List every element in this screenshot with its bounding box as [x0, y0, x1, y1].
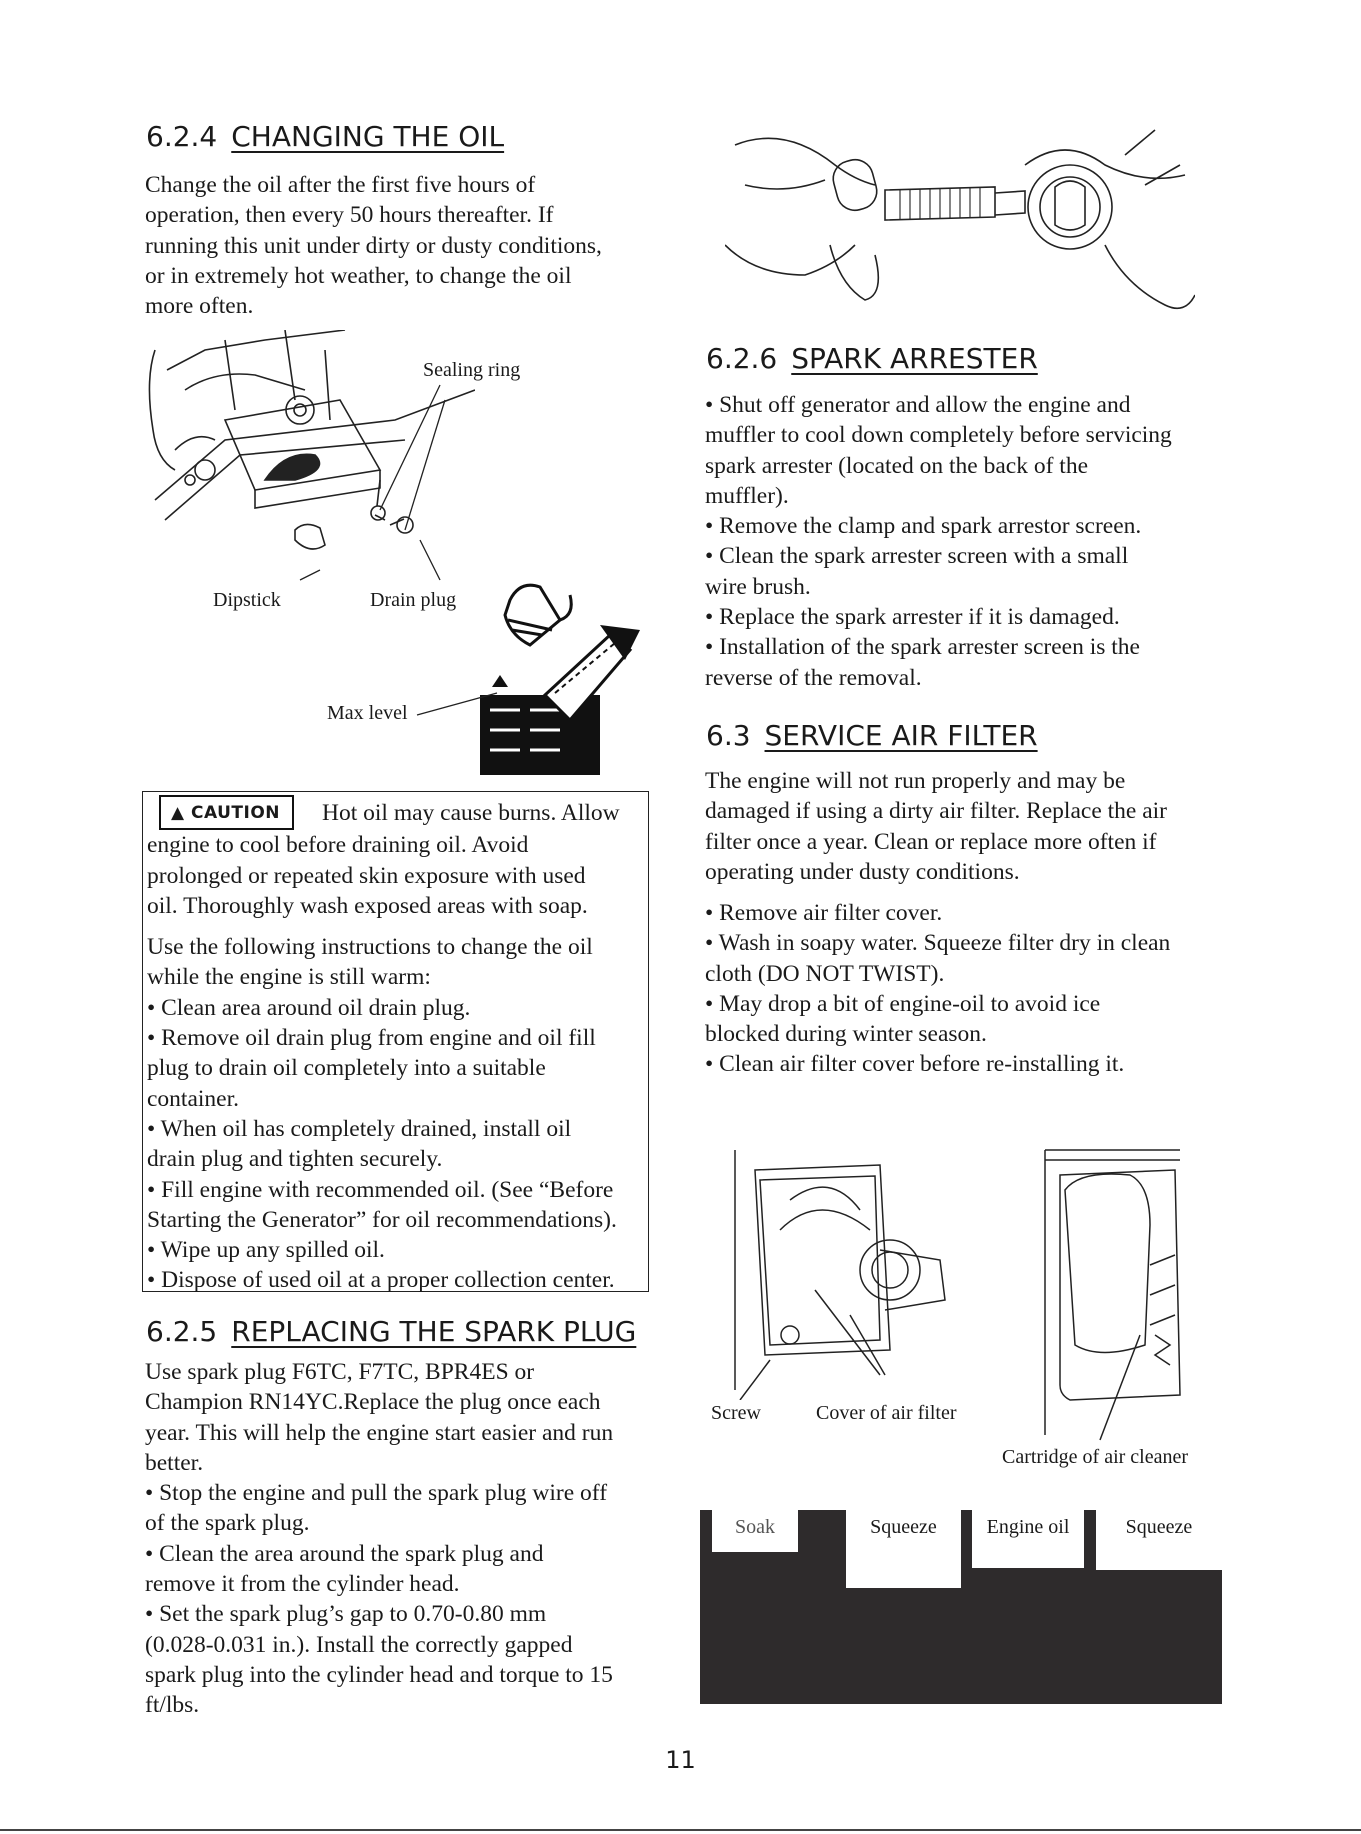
list-item: • May drop a bit of engine-oil to avoid ice: [705, 990, 1101, 1017]
oil-fill-level-icon: [480, 575, 650, 775]
section-heading-6-2-4: [146, 120, 504, 153]
text-line: year. This will help the engine start easier and run: [145, 1419, 614, 1446]
list-item: • Clean the spark arrester screen with a small: [705, 543, 1129, 570]
caution-box: [142, 791, 649, 1292]
caution-badge: ▲ CAUTION: [159, 795, 294, 830]
text-line: Champion RN14YC.Replace the plug once each: [145, 1389, 601, 1416]
caution-label: CAUTION: [191, 803, 281, 823]
filter-cleaning-steps-panel: [700, 1510, 1222, 1704]
section-heading-6-2-6: [706, 342, 1038, 375]
air-filter-intro: [705, 766, 1225, 887]
text-line: reverse of the removal.: [705, 664, 922, 691]
text-line: drain plug and tighten securely.: [147, 1146, 443, 1173]
text-line: of the spark plug.: [145, 1510, 310, 1537]
spark-arrester-text: [705, 390, 1225, 693]
list-item: • Dispose of used oil at a proper collection center.: [147, 1267, 615, 1294]
label-max-level: Max level: [327, 702, 408, 724]
label-sealing-ring: Sealing ring: [423, 359, 521, 381]
text-line: container.: [147, 1085, 240, 1112]
text-line: ft/lbs.: [145, 1692, 200, 1719]
text-line: The engine will not run properly and may be: [705, 768, 1126, 794]
text-line: blocked during winter season.: [705, 1021, 987, 1048]
section-number: 6.2.5: [146, 1315, 218, 1348]
text-line: operation, then every 50 hours thereafter. If: [145, 202, 554, 229]
list-item: • Shut off generator and allow the engine and: [705, 392, 1131, 418]
label-drain-plug: Drain plug: [370, 589, 457, 611]
air-cleaner-cartridge-illustration: [1040, 1145, 1190, 1445]
list-item: • Remove oil drain plug from engine and oil fill: [147, 1025, 596, 1052]
text-line: Use spark plug F6TC, F7TC, BPR4ES or: [145, 1359, 535, 1385]
step-squeeze-1: Squeeze: [846, 1510, 961, 1588]
label-cover-of-air-filter: Cover of air filter: [816, 1402, 957, 1424]
list-item: • Clean area around oil drain plug.: [147, 994, 471, 1021]
text-line: prolonged or repeated skin exposure with used: [147, 862, 586, 889]
list-item: • Fill engine with recommended oil. (See “Before: [147, 1176, 614, 1203]
section-number: 6.3: [706, 719, 751, 752]
list-item: • Remove the clamp and spark arrestor screen.: [705, 513, 1142, 540]
text-line: running this unit under dirty or dusty conditions,: [145, 232, 602, 259]
text-line: engine to cool before draining oil. Avoid: [147, 832, 529, 859]
text-line: muffler to cool down completely before servicing: [705, 422, 1172, 449]
label-dipstick: Dipstick: [213, 589, 281, 611]
section-title: SERVICE AIR FILTER: [764, 719, 1038, 752]
section-title: REPLACING THE SPARK PLUG: [231, 1315, 637, 1348]
list-item: • Replace the spark arrester if it is damaged.: [705, 604, 1120, 631]
spark-plug-text: [145, 1357, 665, 1721]
text-line: spark plug into the cylinder head and torque to 15: [145, 1661, 613, 1688]
section-title: CHANGING THE OIL: [231, 120, 505, 153]
step-soak: Soak: [712, 1510, 798, 1552]
list-item: • When oil has completely drained, install oil: [147, 1115, 572, 1142]
page-bottom-border: [0, 1829, 1361, 1831]
text-line: Use the following instructions to change the oil: [147, 934, 593, 961]
list-item: • Wash in soapy water. Squeeze filter dry in clean: [705, 930, 1171, 957]
label-cartridge-of-air-cleaner: Cartridge of air cleaner: [1002, 1446, 1189, 1468]
text-line: plug to drain oil completely into a suitable: [147, 1055, 546, 1082]
list-item: • Set the spark plug’s gap to 0.70-0.80 mm: [145, 1601, 547, 1628]
text-line: oil. Thoroughly wash exposed areas with soap.: [147, 892, 588, 919]
step-engine-oil: Engine oil: [972, 1510, 1084, 1568]
section-number: 6.2.6: [706, 342, 778, 375]
leader-lines: [220, 370, 470, 590]
step-squeeze-2: Squeeze: [1096, 1510, 1222, 1570]
list-item: • Installation of the spark arrester screen is the: [705, 634, 1140, 661]
text-line: Change the oil after the first five hours of: [145, 172, 536, 198]
text-line: wire brush.: [705, 573, 811, 600]
text-line: damaged if using a dirty air filter. Replace the air: [705, 798, 1167, 825]
spark-plug-hands-illustration: [725, 125, 1195, 325]
text-line: remove it from the cylinder head.: [145, 1571, 460, 1598]
text-line: or in extremely hot weather, to change the oil: [145, 262, 572, 289]
list-item: • Clean air filter cover before re-installing it.: [705, 1051, 1125, 1078]
text-line: Starting the Generator” for oil recommendations).: [147, 1206, 617, 1233]
text-line: Hot oil may cause burns. Allow: [322, 800, 620, 826]
text-line: (0.028-0.031 in.). Install the correctly gapped: [145, 1631, 573, 1658]
text-line: more often.: [145, 293, 254, 320]
list-item: • Remove air filter cover.: [705, 900, 943, 926]
section-number: 6.2.4: [146, 120, 218, 153]
air-filter-steps: [705, 898, 1225, 1080]
text-line: muffler).: [705, 482, 789, 509]
text-line: spark arrester (located on the back of the: [705, 452, 1088, 479]
section-heading-6-2-5: [146, 1315, 636, 1348]
label-screw: Screw: [711, 1402, 761, 1424]
text-line: better.: [145, 1449, 204, 1476]
list-item: • Wipe up any spilled oil.: [147, 1237, 385, 1264]
section-heading-6-3: [706, 719, 1038, 752]
oil-change-intro: [145, 170, 665, 321]
text-line: cloth (DO NOT TWIST).: [705, 960, 945, 987]
page-number: 11: [665, 1746, 696, 1774]
section-title: SPARK ARRESTER: [791, 342, 1038, 375]
text-line: while the engine is still warm:: [147, 964, 431, 991]
text-line: operating under dusty conditions.: [705, 858, 1020, 885]
max-level-leader: [412, 690, 502, 720]
air-filter-cover-illustration: [730, 1150, 980, 1400]
list-item: • Clean the area around the spark plug and: [145, 1540, 544, 1567]
list-item: • Stop the engine and pull the spark plug wire off: [145, 1480, 608, 1507]
text-line: filter once a year. Clean or replace more often if: [705, 828, 1157, 855]
